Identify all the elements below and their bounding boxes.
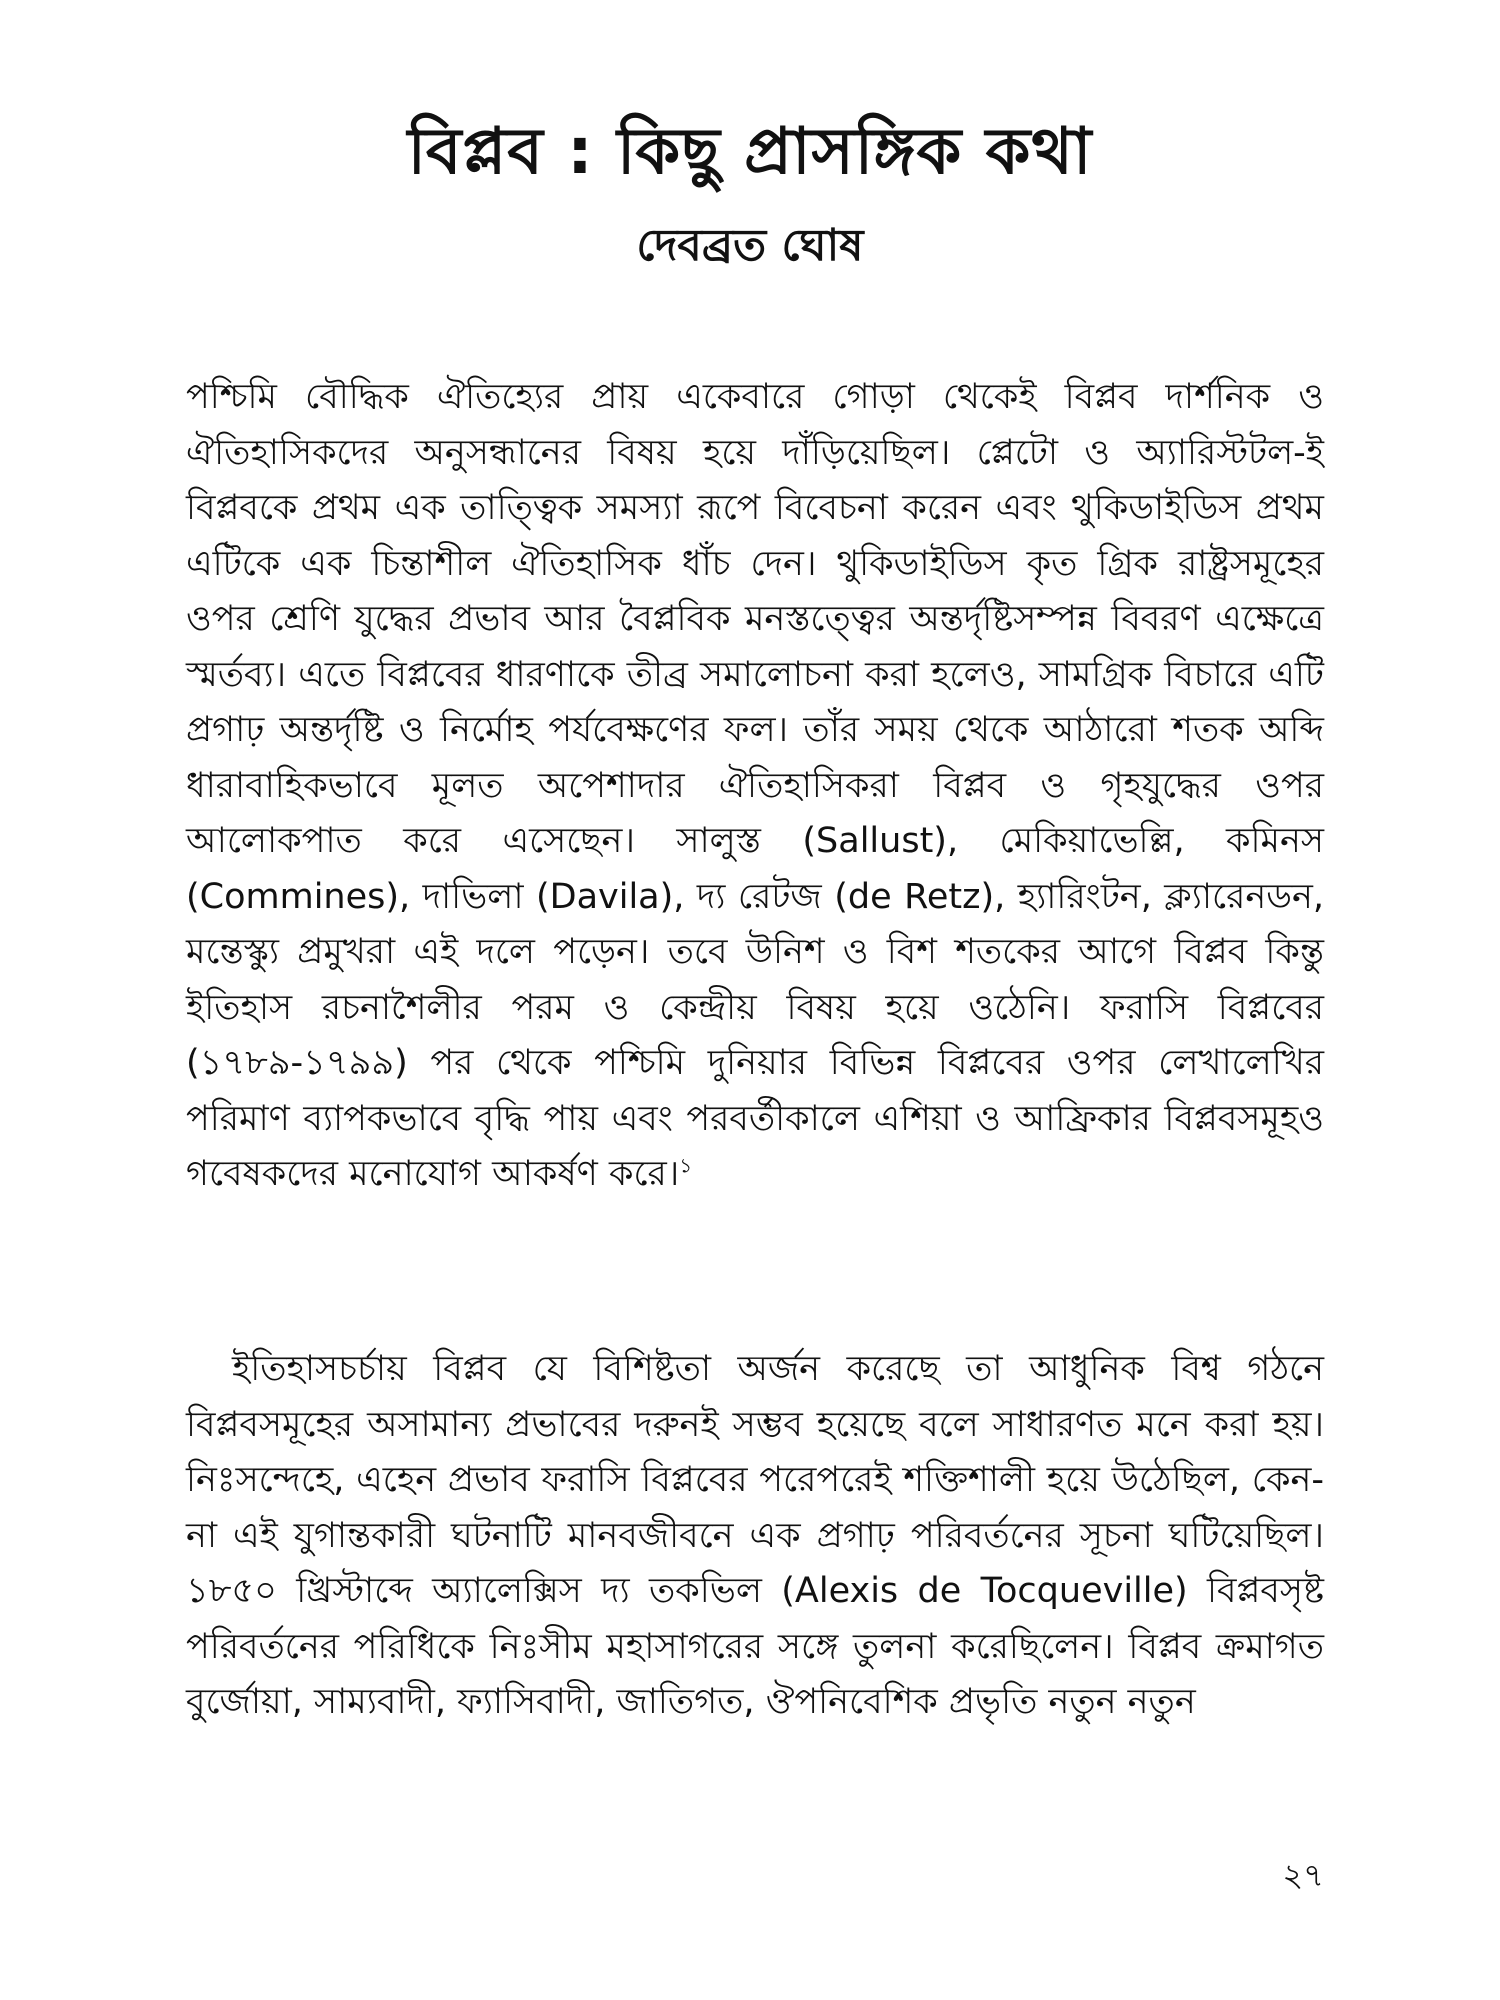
article-title: বিপ্লব : কিছু প্রাসঙ্গিক কথা [407,115,1093,189]
body-paragraph-1 [186,370,1324,1203]
author-name: দেবব্রত ঘোষ [636,220,864,271]
footnote-marker: ১ [679,1153,693,1178]
page-number: ২৭ [1282,1856,1324,1894]
body-paragraph-2 [186,1342,1324,1731]
paragraph-1-text: পশ্চিমি বৌদ্ধিক ঐতিহ্যের প্রায় একেবারে গোড়া থেকেই বিপ্লব দার্শনিক ও ঐতিহাসিকদের অনুসন্ধানের বিষয় হয়ে দাঁড়িয়েছিল। প্লেটো ও অ্যারিস্টটল-ই বিপ্লবকে প্রথম এক তাত্ত্বিক সমস্যা রূপে বিবেচনা করেন এবং থুকিডাইডিস প্রথম এটিকে এক চিন্তাশীল ঐতিহাসিক ধাঁচ দেন। থুকিডাইডিস কৃত গ্রিক রাষ্ট্রসমূহের ওপর শ্রেণি যুদ্ধের প্রভাব আর বৈপ্লবিক মনস্তত্ত্বের অন্তর্দৃষ্টিসম্পন্ন বিবরণ এক্ষেত্রে স্মর্তব্য। এতে বিপ্লবের ধারণাকে তীব্র সমালোচনা করা হলেও, সামগ্রিক বিচারে এটি প্রগাঢ় অন্তর্দৃষ্টি ও নির্মোহ পর্যবেক্ষণের ফল। তাঁর সময় থেকে আঠারো শতক অব্দি ধারাবাহিকভাবে মূলত অপেশাদার ঐতিহাসিকরা বিপ্লব ও গৃহযুদ্ধের ওপর আলোকপাত করে এসেছেন। সালুস্ত (Sallust), মেকিয়াভেল্লি, কমিনস (Commines), দাভিলা (Davila), দ্য রেটজ (de Retz), হ্যারিংটন, ক্ল্যারেনডন, মন্তেস্ক্যু প্রমুখরা এই দলে পড়েন। তবে উনিশ ও বিশ শতকের আগে বিপ্লব কিন্তু ইতিহাস রচনাশৈলীর পরম ও কেন্দ্রীয় বিষয় হয়ে ওঠেনি। ফরাসি বিপ্লবের (১৭৮৯-১৭৯৯) পর থেকে পশ্চিমি দুনিয়ার বিভিন্ন বিপ্লবের ওপর লেখালেখির পরিমাণ ব্যাপকভাবে বৃদ্ধি পায় এবং পরবর্তীকালে এশিয়া ও আফ্রিকার বিপ্লবসমূহও গবেষকদের মনোযোগ আকর্ষণ করে। [186,377,1324,1194]
paragraph-2-text: ইতিহাসচর্চায় বিপ্লব যে বিশিষ্টতা অর্জন করেছে তা আধুনিক বিশ্ব গঠনে বিপ্লবসমূহের অসামান্য প্রভাবের দরুনই সম্ভব হয়েছে বলে সাধারণত মনে করা হয়। নিঃসন্দেহে, এহেন প্রভাব ফরাসি বিপ্লবের পরেপরেই শক্তিশালী হয়ে উঠেছিল, কেন-না এই যুগান্তকারী ঘটনাটি মানবজীবনে এক প্রগাঢ় পরিবর্তনের সূচনা ঘটিয়েছিল। ১৮৫০ খ্রিস্টাব্দে অ্যালেক্সিস দ্য তকভিল (Alexis de Tocqueville) বিপ্লবসৃষ্ট পরিবর্তনের পরিধিকে নিঃসীম মহাসাগরের সঙ্গে তুলনা করেছিলেন। বিপ্লব ক্রমাগত বুর্জোয়া, সাম্যবাদী, ফ্যাসিবাদী, জাতিগত, ঔপনিবেশিক প্রভৃতি নতুন নতুন [186,1349,1324,1722]
